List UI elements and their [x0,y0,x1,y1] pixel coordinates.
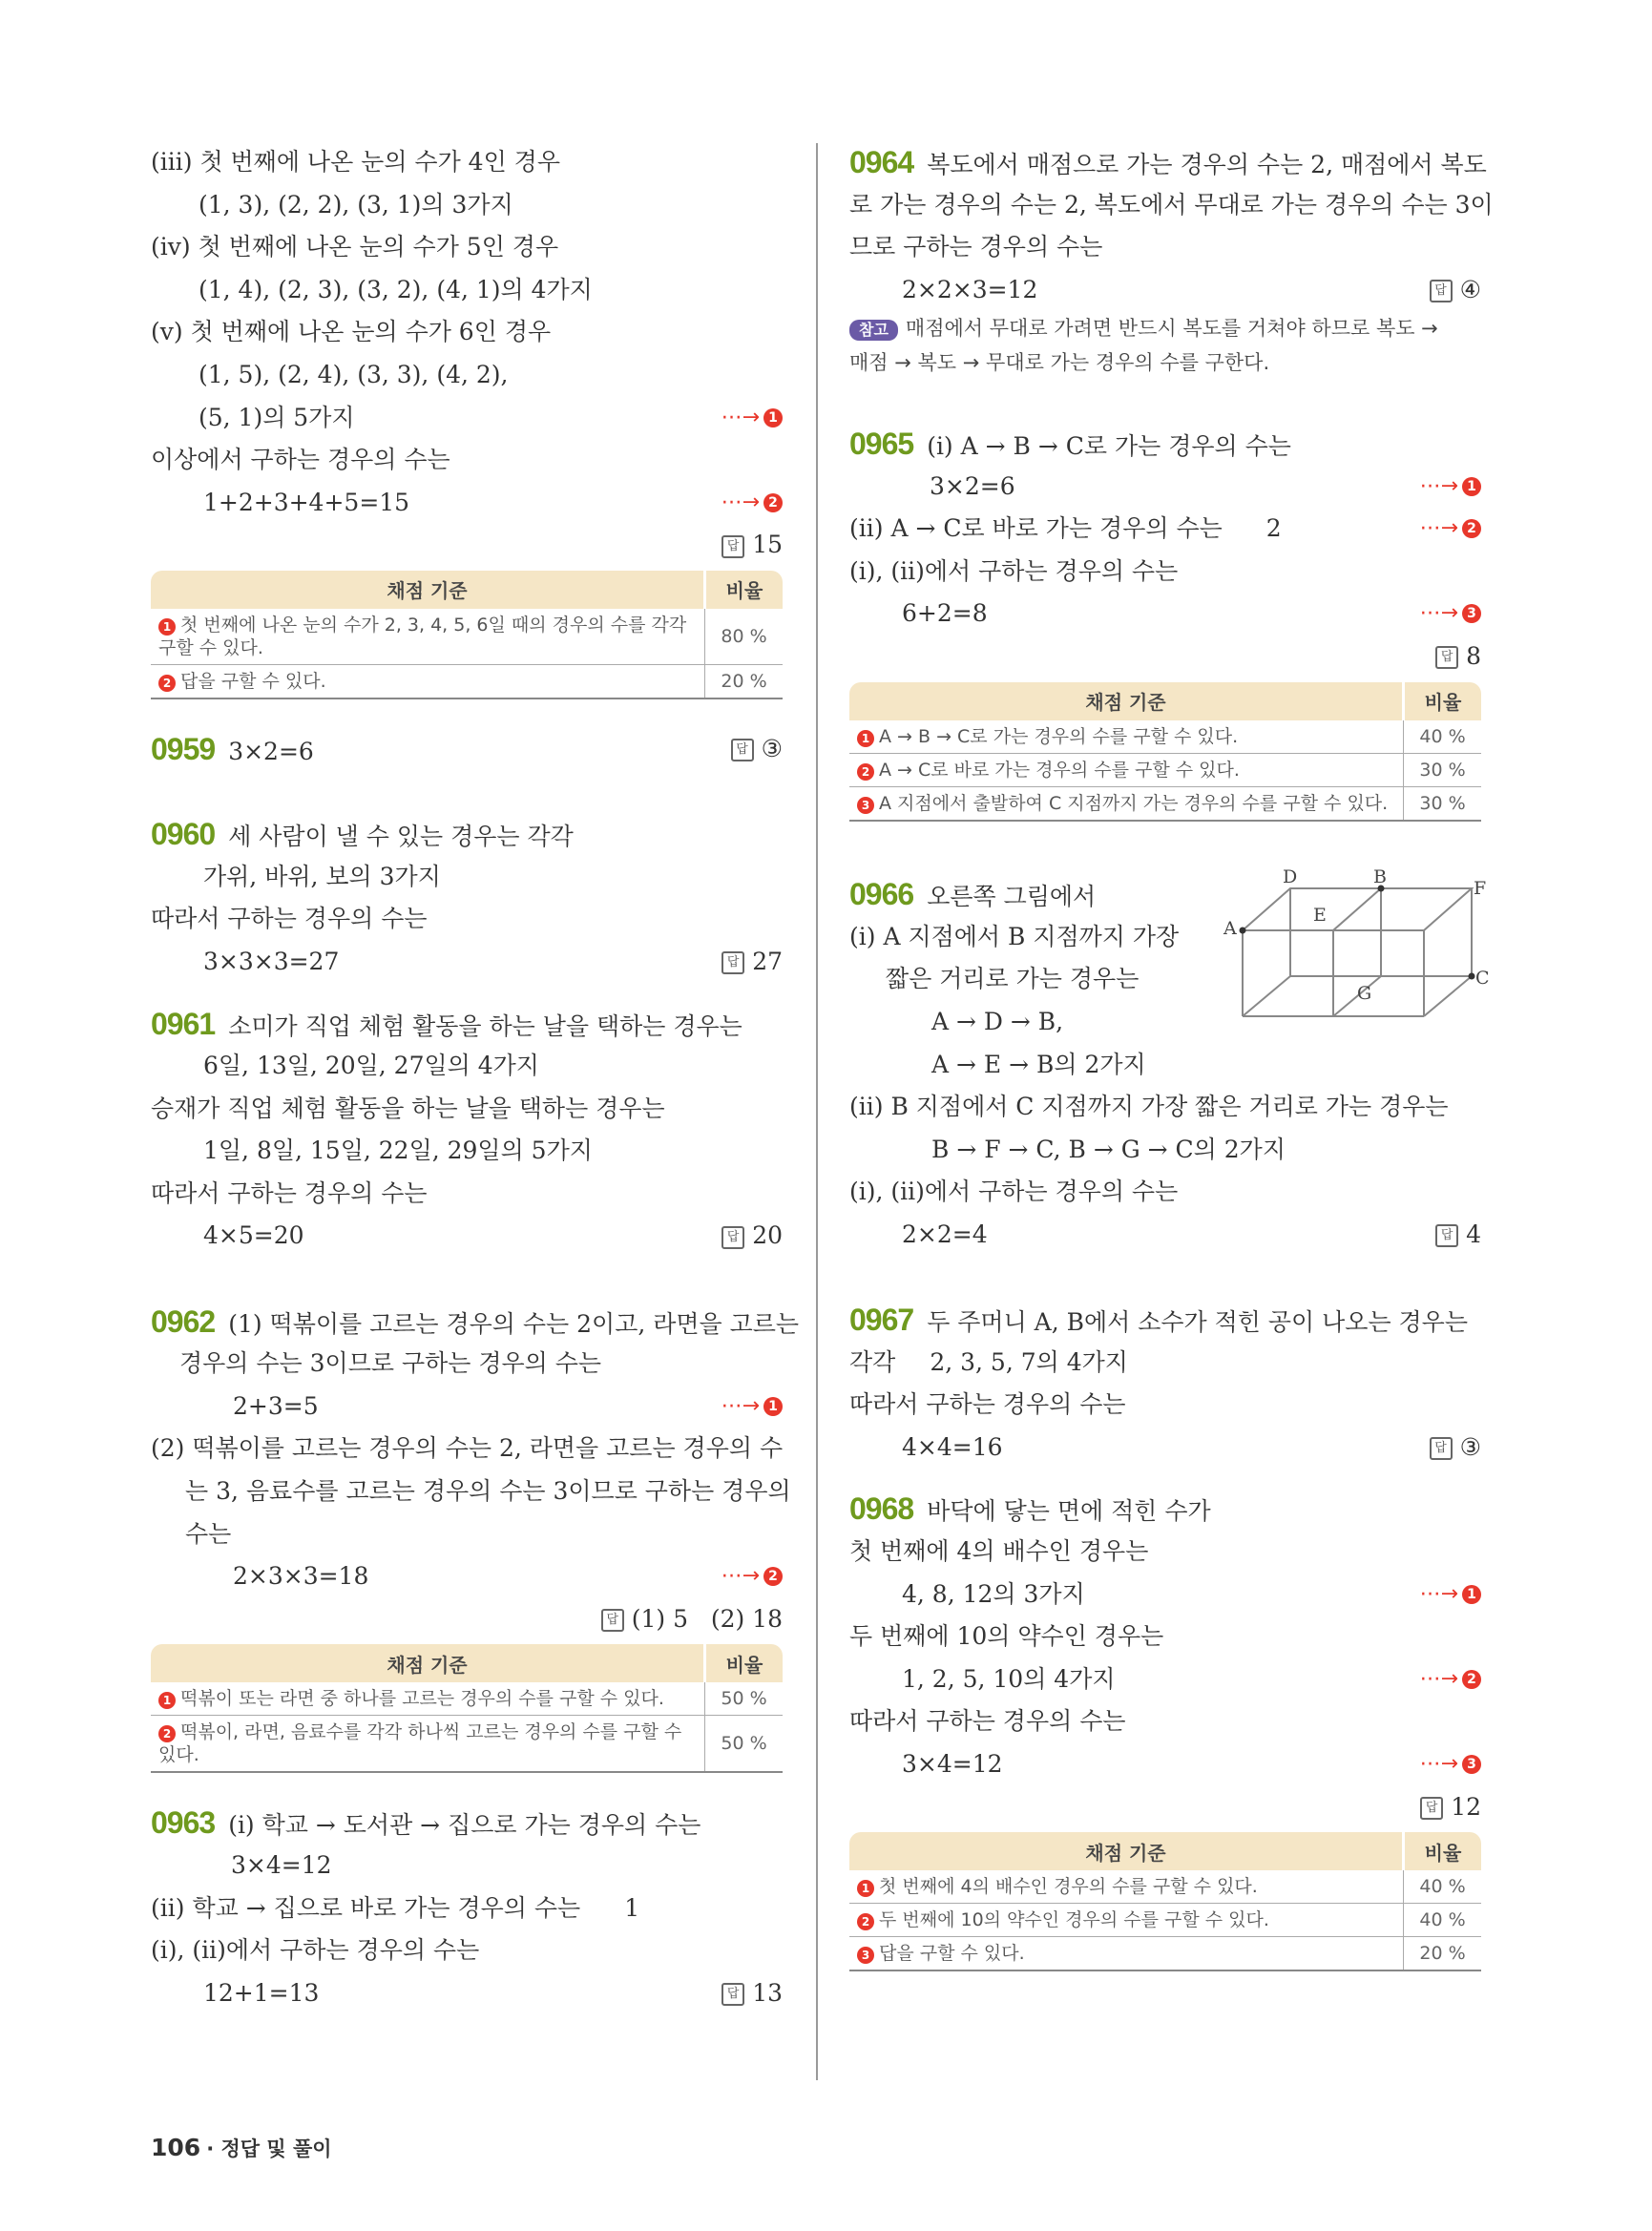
marker-arrow: ⋯→ [721,490,760,514]
problem-number: 0964 [849,145,914,179]
text-line [849,141,1487,184]
criterion-text: 떡볶이, 라면, 음료수를 각각 하나씩 고르는 경우의 수를 구할 수 있다. [158,1721,682,1766]
text-line: 따라서 구하는 경우의 수는 [151,905,428,933]
criterion-ratio: 20 % [1404,1937,1482,1971]
table-row [151,1682,783,1716]
answer [1430,1427,1481,1470]
text: 각각 [849,1347,896,1376]
text-line [849,1743,1481,1786]
ratio-header: 비율 [705,571,784,609]
answer-icon: 답 [721,1226,744,1249]
answer [731,728,783,771]
text-line: 따라서 구하는 경우의 수는 [849,1390,1126,1419]
grading-header: 채점 기준 [849,1832,1404,1870]
label-F: F [1474,878,1487,900]
criterion-ratio: 80 % [705,609,784,665]
criterion-mark: 3 [857,797,874,814]
page-number: 106 [151,2134,201,2161]
text: 두 주머니 A, B에서 소수가 적힌 공이 나오는 경우는 [927,1308,1468,1337]
table-row [849,720,1481,754]
text-line [151,1555,783,1598]
criterion-mark: 1 [857,1880,874,1897]
answer-value: 13 [752,1978,783,2007]
text: 4, 8, 12의 3가지 [902,1579,1085,1608]
answer-value: 27 [752,947,783,975]
text-line: 경우의 수는 3이므로 구하는 경우의 수는 [179,1349,602,1378]
answer-icon: 답 [601,1609,624,1632]
answer-value: ④ [1459,275,1481,303]
solution-0968 [849,1488,1481,1971]
column-divider [816,143,818,2080]
equation: 3×4=12 [902,1750,1003,1778]
answer [1430,269,1481,312]
grading-table [151,1644,783,1773]
text-line [849,1658,1481,1701]
text-line: (1, 5), (2, 4), (3, 3), (4, 2), [199,360,509,388]
text-line: (ⅰ), (ⅱ)에서 구하는 경우의 수는 [849,1178,1179,1206]
criterion-ratio: 50 % [705,1716,784,1773]
step-marker-1: ⋯→ 1 [721,397,783,440]
problem-number: 0967 [849,1303,914,1338]
criterion-text: A → C로 바로 가는 경우의 수를 구할 수 있다. [879,759,1240,781]
grading-table [849,1832,1481,1971]
answer-value: 4 [1466,1220,1481,1248]
value: 1 [624,1893,640,1922]
text-line: 1일, 8일, 15일, 22일, 29일의 5가지 [203,1136,593,1165]
step-marker-2: ⋯→ 2 [1420,508,1481,551]
equation: 4×5=20 [203,1221,304,1250]
criterion-mark: 1 [857,730,874,747]
table-row [849,1870,1481,1904]
equation: 2×2×3=12 [902,275,1038,303]
marker-arrow: ⋯→ [1419,473,1458,498]
problem-number: 0965 [849,426,914,461]
text-line [849,1488,1481,1531]
text-line [849,1427,1481,1470]
section-label: · 정답 및 풀이 [206,2137,332,2160]
text-line: 이상에서 구하는 경우의 수는 [151,446,450,474]
marker-arrow: ⋯→ [1419,1752,1458,1776]
text: 오른쪽 그림에서 [927,883,1097,911]
answer-icon: 답 [731,739,754,761]
marker-arrow: ⋯→ [721,405,760,429]
text-line: (ⅰ) A 지점에서 B 지점까지 가장 [849,922,1180,950]
criterion-text: 첫 번째에 4의 배수인 경우의 수를 구할 수 있다. [879,1876,1258,1898]
text-line: 첫 번째에 4의 배수인 경우는 [849,1537,1149,1566]
text-line: 므로 구하는 경우의 수는 [849,233,1103,261]
value: 2 [1265,514,1282,543]
table-row [849,753,1481,786]
text-line: (1, 3), (2, 2), (3, 1)의 3가지 [199,190,513,219]
marker-arrow: ⋯→ [721,1564,760,1589]
note-text: 매점 → 복도 → 무대로 가는 경우의 수를 구한다. [849,351,1270,375]
answer [721,941,783,984]
table-row [151,609,783,665]
text: 바닥에 닿는 면에 적힌 수가 [927,1497,1211,1526]
answer [601,1598,783,1641]
label-A: A [1223,918,1237,940]
equation: 3×2=6 [930,471,1015,500]
text-line: (ⅰ), (ⅱ)에서 구하는 경우의 수는 [849,556,1179,585]
text-line [151,1215,783,1258]
answer [721,524,783,567]
equation: 12+1=13 [203,1978,320,2007]
criterion-mark: 2 [158,675,176,692]
text-line [151,728,783,771]
step-marker-1: ⋯→ 1 [721,1386,783,1428]
text-line: (1, 4), (2, 3), (3, 2), (4, 1)의 4가지 [199,275,593,303]
text-line [849,1214,1481,1257]
criterion-ratio: 30 % [1404,753,1482,786]
text: (ⅰ) 학교 → 도서관 → 집으로 가는 경우의 수는 [228,1811,701,1840]
solution-0964 [849,141,1494,380]
grading-header: 채점 기준 [151,571,705,609]
text-line: (ⅰ), (ⅱ)에서 구하는 경우의 수는 [151,1936,480,1965]
table-row [849,1937,1481,1971]
criterion-mark: 1 [158,1692,176,1709]
step-marker-2: ⋯→ 2 [721,482,783,525]
answer-value: (1) 5 (2) 18 [631,1604,783,1633]
answer-value: 12 [1451,1792,1481,1821]
answer-line [849,1786,1481,1829]
grading-header: 채점 기준 [151,1644,705,1682]
problem-number: 0961 [151,1006,216,1041]
table-row [151,664,783,698]
step-marker-2: ⋯→ 2 [1420,1658,1481,1701]
text-line [849,466,1481,509]
answer-icon: 답 [721,535,744,558]
text-line [151,1003,783,1046]
answer-line [151,1598,783,1641]
right-column [849,141,1494,1981]
label-C: C [1475,968,1490,990]
answer-value: 20 [752,1221,783,1250]
table-row [849,1904,1481,1937]
text-line [151,941,783,984]
text-line: A → E → B의 2가지 [931,1050,1146,1078]
text-line: (ⅱ) B 지점에서 C 지점까지 가장 짧은 거리로 가는 경우는 [849,1093,1449,1121]
text-line [849,593,1481,636]
criterion-mark: 3 [857,1947,874,1964]
text: (ⅱ) A → C로 바로 가는 경우의 수는 [849,514,1223,543]
criterion-text: A → B → C로 가는 경우의 수를 구할 수 있다. [879,725,1239,747]
equation: 3×2=6 [228,737,314,765]
text-line: (ⅴ) 첫 번째에 나온 눈의 수가 6인 경우 [151,318,552,346]
answer-icon: 답 [1435,1224,1458,1247]
text-line [151,813,783,856]
solution-0967 [849,1299,1481,1469]
ratio-header: 비율 [1404,1832,1482,1870]
answer-line [151,524,783,567]
marker-arrow: ⋯→ [1419,516,1458,541]
text: (1) 떡볶이를 고르는 경우의 수는 2이고, 라면을 고르는 [228,1309,800,1338]
text-line [151,1887,783,1930]
marker-arrow: ⋯→ [721,1393,760,1418]
answer [1435,636,1481,678]
answer-value: ③ [1459,1432,1481,1461]
equation: 2×3×3=18 [233,1562,369,1591]
criterion-ratio: 30 % [1404,786,1482,821]
solution-0965 [849,423,1481,822]
equation: 2+3=5 [233,1391,319,1420]
solution-0961 [151,1003,783,1259]
text-line: 3×4=12 [231,1851,332,1879]
text-line: 수는 [185,1519,232,1548]
answer-icon: 답 [1435,646,1458,669]
ratio-header: 비율 [1404,682,1482,720]
answer-value: ③ [761,734,783,762]
equation: 3×3×3=27 [203,947,340,975]
step-marker-3: ⋯→ 3 [1420,1743,1481,1786]
page-footer [151,2134,332,2162]
text-line: 로 가는 경우의 수는 2, 복도에서 무대로 가는 경우의 수는 3이 [849,190,1494,219]
text-line [849,423,1481,466]
marker-arrow: ⋯→ [1419,601,1458,626]
reference-note [849,311,1481,345]
criterion-text: 답을 구할 수 있다. [879,1943,1025,1965]
criterion-ratio: 50 % [705,1682,784,1716]
answer [1435,1214,1481,1257]
solution-0958-continued [151,141,783,699]
answer-icon: 답 [721,951,744,974]
text: 1, 2, 5, 10의 4가지 [902,1664,1116,1693]
step-marker-3: ⋯→ 3 [1420,593,1481,636]
text-line [151,397,783,440]
text: 소미가 직업 체험 활동을 하는 날을 택하는 경우는 [228,1011,742,1040]
text-line: A → D → B, [931,1007,1064,1035]
criterion-ratio: 40 % [1404,720,1482,754]
answer-value: 8 [1466,641,1481,670]
marker-arrow: ⋯→ [1419,1581,1458,1606]
ratio-header: 비율 [705,1644,784,1682]
equation: 4×4=16 [902,1432,1003,1461]
problem-number: 0962 [151,1303,216,1339]
text-line: 가위, 바위, 보의 3가지 [203,862,441,890]
text-line [151,1802,783,1845]
solution-0962 [151,1301,800,1774]
text-line: 따라서 구하는 경우의 수는 [849,1707,1126,1736]
text: 2, 3, 5, 7의 4가지 [930,1347,1128,1376]
text-line [849,1574,1481,1616]
text-line: (ⅲ) 첫 번째에 나온 눈의 수가 4인 경우 [151,148,560,176]
table-row [151,1716,783,1773]
text-line: B → F → C, B → G → C의 2가지 [931,1135,1286,1163]
answer-value: 15 [752,531,783,559]
label-E: E [1313,905,1327,927]
text-line: 6일, 13일, 20일, 27일의 4가지 [203,1052,539,1080]
criterion-mark: 2 [158,1725,176,1742]
criterion-ratio: 40 % [1404,1904,1482,1937]
answer-icon: 답 [1430,1437,1453,1460]
criterion-text: 답을 구할 수 있다. [180,670,326,692]
solution-0966 [849,866,1490,1256]
table-row [849,786,1481,821]
criterion-ratio: 20 % [705,664,784,698]
problem-number: 0959 [151,731,216,766]
answer-icon: 답 [1420,1797,1443,1820]
answer-line [849,636,1481,678]
reference-tag: 참고 [849,320,898,341]
problem-number: 0968 [849,1491,914,1527]
left-column [151,141,800,2014]
text-line [151,1301,800,1344]
text-line: 두 번째에 10의 약수인 경우는 [849,1622,1164,1651]
text-line: 따라서 구하는 경우의 수는 [151,1178,428,1207]
text: (ⅱ) 학교 → 집으로 바로 가는 경우의 수는 [151,1893,581,1922]
criterion-mark: 1 [158,618,176,636]
equation: 1+2+3+4+5=15 [203,488,410,516]
text-line: 는 3, 음료수를 고르는 경우의 수는 3이므로 구하는 경우의 [185,1477,791,1506]
grading-header: 채점 기준 [849,682,1404,720]
solution-0959 [151,728,783,771]
criterion-mark: 2 [857,1913,874,1930]
text: (ⅰ) A → B → C로 가는 경우의 수는 [927,431,1291,460]
text-line [151,1972,783,2015]
text-line [849,873,1481,916]
text-line [151,482,783,525]
text-line: (2) 떡볶이를 고르는 경우의 수는 2, 라면을 고르는 경우의 수 [151,1434,784,1463]
label-G: G [1357,983,1372,1005]
text-line [849,1299,1481,1342]
grading-table [849,682,1481,822]
problem-number: 0960 [151,817,216,852]
equation: 6+2=8 [902,599,988,628]
text: 세 사람이 낼 수 있는 경우는 각각 [228,823,574,851]
answer-icon: 답 [721,1983,744,2006]
criterion-text: 첫 번째에 나온 눈의 수가 2, 3, 4, 5, 6일 때의 경우의 수를 각각 구할 수 있다. [158,614,687,658]
text-line [151,1386,783,1428]
criterion-mark: 2 [857,763,874,781]
solution-0960 [151,813,783,983]
problem-number: 0963 [151,1805,216,1841]
label-B: B [1373,866,1387,888]
text: (5, 1)의 5가지 [199,403,355,431]
equation: 2×2=4 [902,1220,988,1248]
step-marker-1: ⋯→ 1 [1420,466,1481,509]
label-D: D [1283,866,1298,888]
text-line [849,1342,1481,1385]
note-text: 매점에서 무대로 가려면 반드시 복도를 거쳐야 하므로 복도 → [905,317,1438,341]
step-marker-1: ⋯→ 1 [1420,1574,1481,1616]
answer [721,1972,783,2015]
answer-icon: 답 [1430,280,1453,302]
marker-arrow: ⋯→ [1419,1666,1458,1691]
step-marker-2: ⋯→ 2 [721,1555,783,1598]
text-line: 짧은 거리로 가는 경우는 [886,965,1140,993]
criterion-ratio: 40 % [1404,1870,1482,1904]
text: 복도에서 매점으로 가는 경우의 수는 2, 매점에서 복도 [927,151,1487,178]
solution-0963 [151,1802,783,2014]
text-line: 승재가 직업 체험 활동을 하는 날을 택하는 경우는 [151,1094,665,1122]
criterion-text: A 지점에서 출발하여 C 지점까지 가는 경우의 수를 구할 수 있다. [879,792,1389,814]
text-line [849,508,1481,551]
criterion-text: 떡볶이 또는 라면 중 하나를 고르는 경우의 수를 구할 수 있다. [180,1688,664,1710]
grading-table [151,571,783,699]
text-line [849,269,1481,312]
answer [721,1215,783,1258]
text-line: (ⅳ) 첫 번째에 나온 눈의 수가 5인 경우 [151,233,559,261]
problem-number: 0966 [849,877,914,912]
criterion-text: 두 번째에 10의 약수인 경우의 수를 구할 수 있다. [879,1909,1269,1931]
answer [1420,1786,1481,1829]
